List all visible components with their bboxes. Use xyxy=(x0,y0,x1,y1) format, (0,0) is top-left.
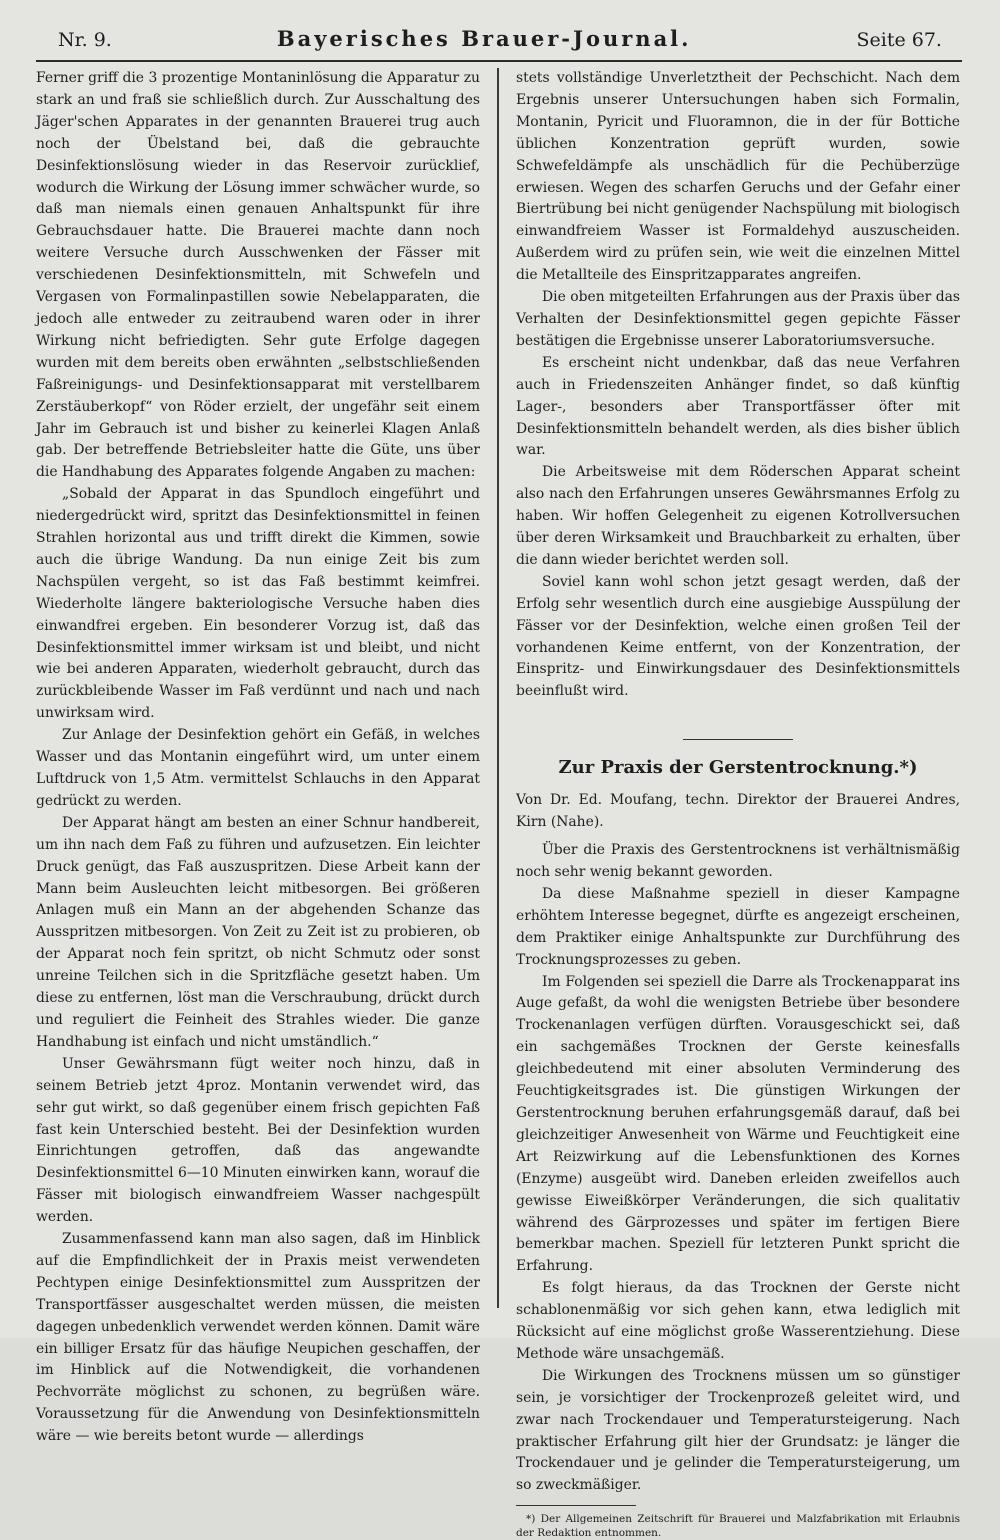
left-column xyxy=(36,68,490,1445)
paragraph: Über die Praxis des Gerstentrocknens ist verhältnismäßig noch sehr wenig bekannt geworden. xyxy=(516,842,960,880)
paragraph: Der Apparat hängt am besten an einer Schnur handbereit, um ihn nach dem Faß zu führen und aufzusetzen. Ein leichter Druck genügt, das Faß auszuspritzen. Diese Arbeit kann der Mann beim Ausleuchten leicht mitbesorgen. Bei größeren Anlagen muß ein Mann an der abgehenden Schanze das Ausspritzen mitbesorgen. Von Zeit zu Zeit ist zu probieren, ob der Apparat noch fein spritzt, ob nicht Schmutz oder sonst unreine Teilchen sich in die Spritzfläche gesetzt haben. Um diese zu entfernen, löst man die Verschraubung, drückt durch und reguliert die Feinheit des Strahles wieder. Die ganze Handhabung ist einfach und nicht umständlich.“ xyxy=(36,814,480,1050)
column-divider xyxy=(497,68,499,1308)
paragraph: stets vollständige Unverletztheit der Pechschicht. Nach dem Ergebnis unserer Untersuchungen haben sich Formalin, Montanin, Pyricit und Fluoramnon, die in der für Bottiche üblichen Konzentration geprüft wurden, sowie Schwefeldämpfe als unschädlich für die Pechüberzüge erwiesen. Wegen des scharfen Geruchs und der Gefahr einer Biertrübung bei nicht genügender Nachspülung mit biologisch einwandfreiem Wasser ist Formaldehyd auszuscheiden. Außerdem wird zu prüfen sein, wie weit die einzelnen Mittel die Metallteile des Einspritzapparates angreifen. xyxy=(516,70,960,284)
page-header xyxy=(36,26,962,62)
footnote: *) Der Allgemeinen Zeitschrift für Brauerei und Malzfabrikation mit Erlaubnis der Redaktion entnommen. xyxy=(516,1513,960,1540)
article-separator xyxy=(683,739,793,740)
page-number: Seite 67. xyxy=(856,29,942,51)
paragraph: Soviel kann wohl schon jetzt gesagt werden, daß der Erfolg sehr wesentlich durch eine ausgiebige Ausspülung der Fässer vor der Desinfektion, welche einen großen Teil der vorhandenen Keime entfernt, von der Konzentration, der Einspritz- und Einwirkungsdauer des Desinfektionsmittels beeinflußt wird. xyxy=(516,573,960,700)
text-columns xyxy=(36,68,962,1540)
paragraph: Zusammenfassend kann man also sagen, daß im Hinblick auf die Empfindlichkeit der in Praxis meist verwendeten Pechtypen einige Desinfektionsmittel zum Ausspritzen der Transportfässer ausgeschaltet werden müssen, die meisten dagegen unbedenklich verwendet werden können. Damit wäre ein billiger Ersatz für das häufige Neupichen geschaffen, der im Hinblick auf die Notwendigkeit, die vorhandenen Pechvorräte möglichst zu schonen, zu begrüßen wäre. Voraussetzung für die Anwendung von Desinfektionsmitteln wäre — wie bereits betont wurde — allerdings xyxy=(36,1231,480,1445)
paragraph: Ferner griff die 3 prozentige Montaninlösung die Apparatur zu stark an und fraß sie schließlich durch. Zur Ausschaltung des Jäger'schen Apparates in der genannten Brauerei trug auch noch der Übelstand bei, daß die gebrauchte Desinfektionslösung wieder in das Reservoir zurücklief, wodurch die Wirkung der Lösung immer schwächer wurde, so daß man niemals einen genauen Anhaltspunkt für ihre Gebrauchsdauer hatte. Die Brauerei machte dann noch weitere Versuche durch Ausschwenken der Fässer mit verschiedenen Desinfektionsmitteln, mit Schwefeln und Vergasen von Formalinpastillen sowie Nebelapparaten, die jedoch alle entweder zu zeitraubend waren oder in ihrer Wirkung nicht befriedigten. Sehr gute Erfolge dagegen wurden mit dem bereits oben erwähnten „selbstschließenden Faßreinigungs- und Desinfektionsapparat mit verstellbarem Zerstäuberkopf“ von Röder erzielt, der ungefähr seit einem Jahr im Gebrauch ist und bisher zu keinerlei Klagen Anlaß gab. Der betreffende Betriebsleiter hatte die Güte, uns über die Handhabung des Apparates folgende Angaben zu machen: xyxy=(36,70,480,481)
paragraph: Es erscheint nicht undenkbar, daß das neue Verfahren auch in Friedenszeiten Anhänger findet, so daß künftig Lager-, besonders aber Transportfässer öfter mit Desinfektionsmitteln behandelt werden, als dies bisher üblich war. xyxy=(516,354,960,459)
article-title: Zur Praxis der Gerstentrocknung.*) xyxy=(558,757,918,779)
issue-number: Nr. 9. xyxy=(58,29,112,51)
paragraph: Es folgt hieraus, da das Trocknen der Gerste nicht schablonenmäßig vor sich gehen kann, etwa lediglich mit Rücksicht auf eine möglichst große Wasserentziehung. Diese Methode wäre unsachgemäß. xyxy=(516,1280,960,1362)
article-byline: Von Dr. Ed. Moufang, techn. Direktor der Brauerei Andres, Kirn (Nahe). xyxy=(516,792,960,831)
paragraph: Zur Anlage der Desinfektion gehört ein Gefäß, in welches Wasser und das Montanin eingeführt wird, um unter einem Luftdruck von 1,5 Atm. vermittelst Schlauchs in den Apparat gedrückt zu werden. xyxy=(36,727,480,809)
right-column xyxy=(506,68,960,1540)
paragraph: Da diese Maßnahme speziell in dieser Kampagne erhöhtem Interesse begegnet, dürfte es angezeigt erscheinen, dem Praktiker einige Anhaltspunkte zur Durchführung des Trocknungsprozesses zu geben. xyxy=(516,885,960,968)
footnote-rule xyxy=(516,1505,636,1506)
paragraph: Die Wirkungen des Trocknens müssen um so günstiger sein, je vorsichtiger der Trockenprozeß geleitet wird, und zwar nach Trockendauer und Temperatursteigerung. Nach praktischer Erfahrung gilt hier der Grundsatz: je länger die Trockendauer und je gelinder die Temperatursteigerung, um so zweckmäßiger. xyxy=(516,1367,960,1494)
journal-title: Bayerisches Brauer-Journal. xyxy=(276,26,692,51)
paragraph: Die Arbeitsweise mit dem Röderschen Apparat scheint also nach den Erfahrungen unseres Gewährsmannes Erfolg zu haben. Wir hoffen Gelegenheit zu eigenen Kotrollversuchen über deren Wirksamkeit und Brauchbarkeit zu erhalten, über die dann wieder berichtet werden soll. xyxy=(516,464,960,568)
paragraph: „Sobald der Apparat in das Spundloch eingeführt und niedergedrückt wird, spritzt das Desinfektionsmittel in feinen Strahlen horizontal aus und trifft direkt die Kimmen, sowie auch die übrige Wandung. Da nun einige Zeit bis zum Nachspülen vergeht, so ist das Faß bestimmt keimfrei. Wiederholte längere bakteriologische Versuche haben dies einwandfrei ergeben. Ein besonderer Vorzug ist, daß das Desinfektionsmittel immer wirksam ist und bleibt, und nicht wie bei anderen Apparaten, wiederholt gebraucht, durch das zurückbleibende Wasser im Faß verdünnt und nach und nach unwirksam wird. xyxy=(36,486,480,722)
paragraph: Im Folgenden sei speziell die Darre als Trockenapparat ins Auge gefaßt, da wohl die wenigsten Betriebe über besondere Trockenanlagen verfügen dürften. Vorausgeschickt sei, daß ein sachgemäßes Trocknen der Gerste keinesfalls gleichbedeutend mit einer absoluten Verminderung des Feuchtigkeitsgrades ist. Die günstigen Wirkungen der Gerstentrocknung beruhen erfahrungsgemäß darauf, daß bei gleichzeitiger Anwesenheit von Wärme und Feuchtigkeit eine Art Reizwirkung auf die Lebensfunktionen des Kornes (Enzyme) ausgeübt wird. Daneben erleiden zweifellos auch gewisse Eiweißkörper Veränderungen, die sich qualitativ während des Gärprozesses und später im fertigen Biere bemerkbar machen. Speziell für letzteren Punkt spricht die Erfahrung. xyxy=(516,973,960,1275)
paragraph: Die oben mitgeteilten Erfahrungen aus der Praxis über das Verhalten der Desinfektionsmittel gegen gepichte Fässer bestätigen die Ergebnisse unserer Laboratoriumsversuche. xyxy=(516,289,960,349)
paragraph: Unser Gewährsmann fügt weiter noch hinzu, daß in seinem Betrieb jetzt 4proz. Montanin verwendet wird, das sehr gut wirkt, so daß gegenüber einem frisch gepichten Faß fast kein Unterschied besteht. Bei der Desinfektion wurden Einrichtungen getroffen, daß das angewandte Desinfektionsmittel 6—10 Minuten einwirken kann, worauf die Fässer mit biologisch einwandfreiem Wasser nachgespült werden. xyxy=(36,1055,480,1226)
